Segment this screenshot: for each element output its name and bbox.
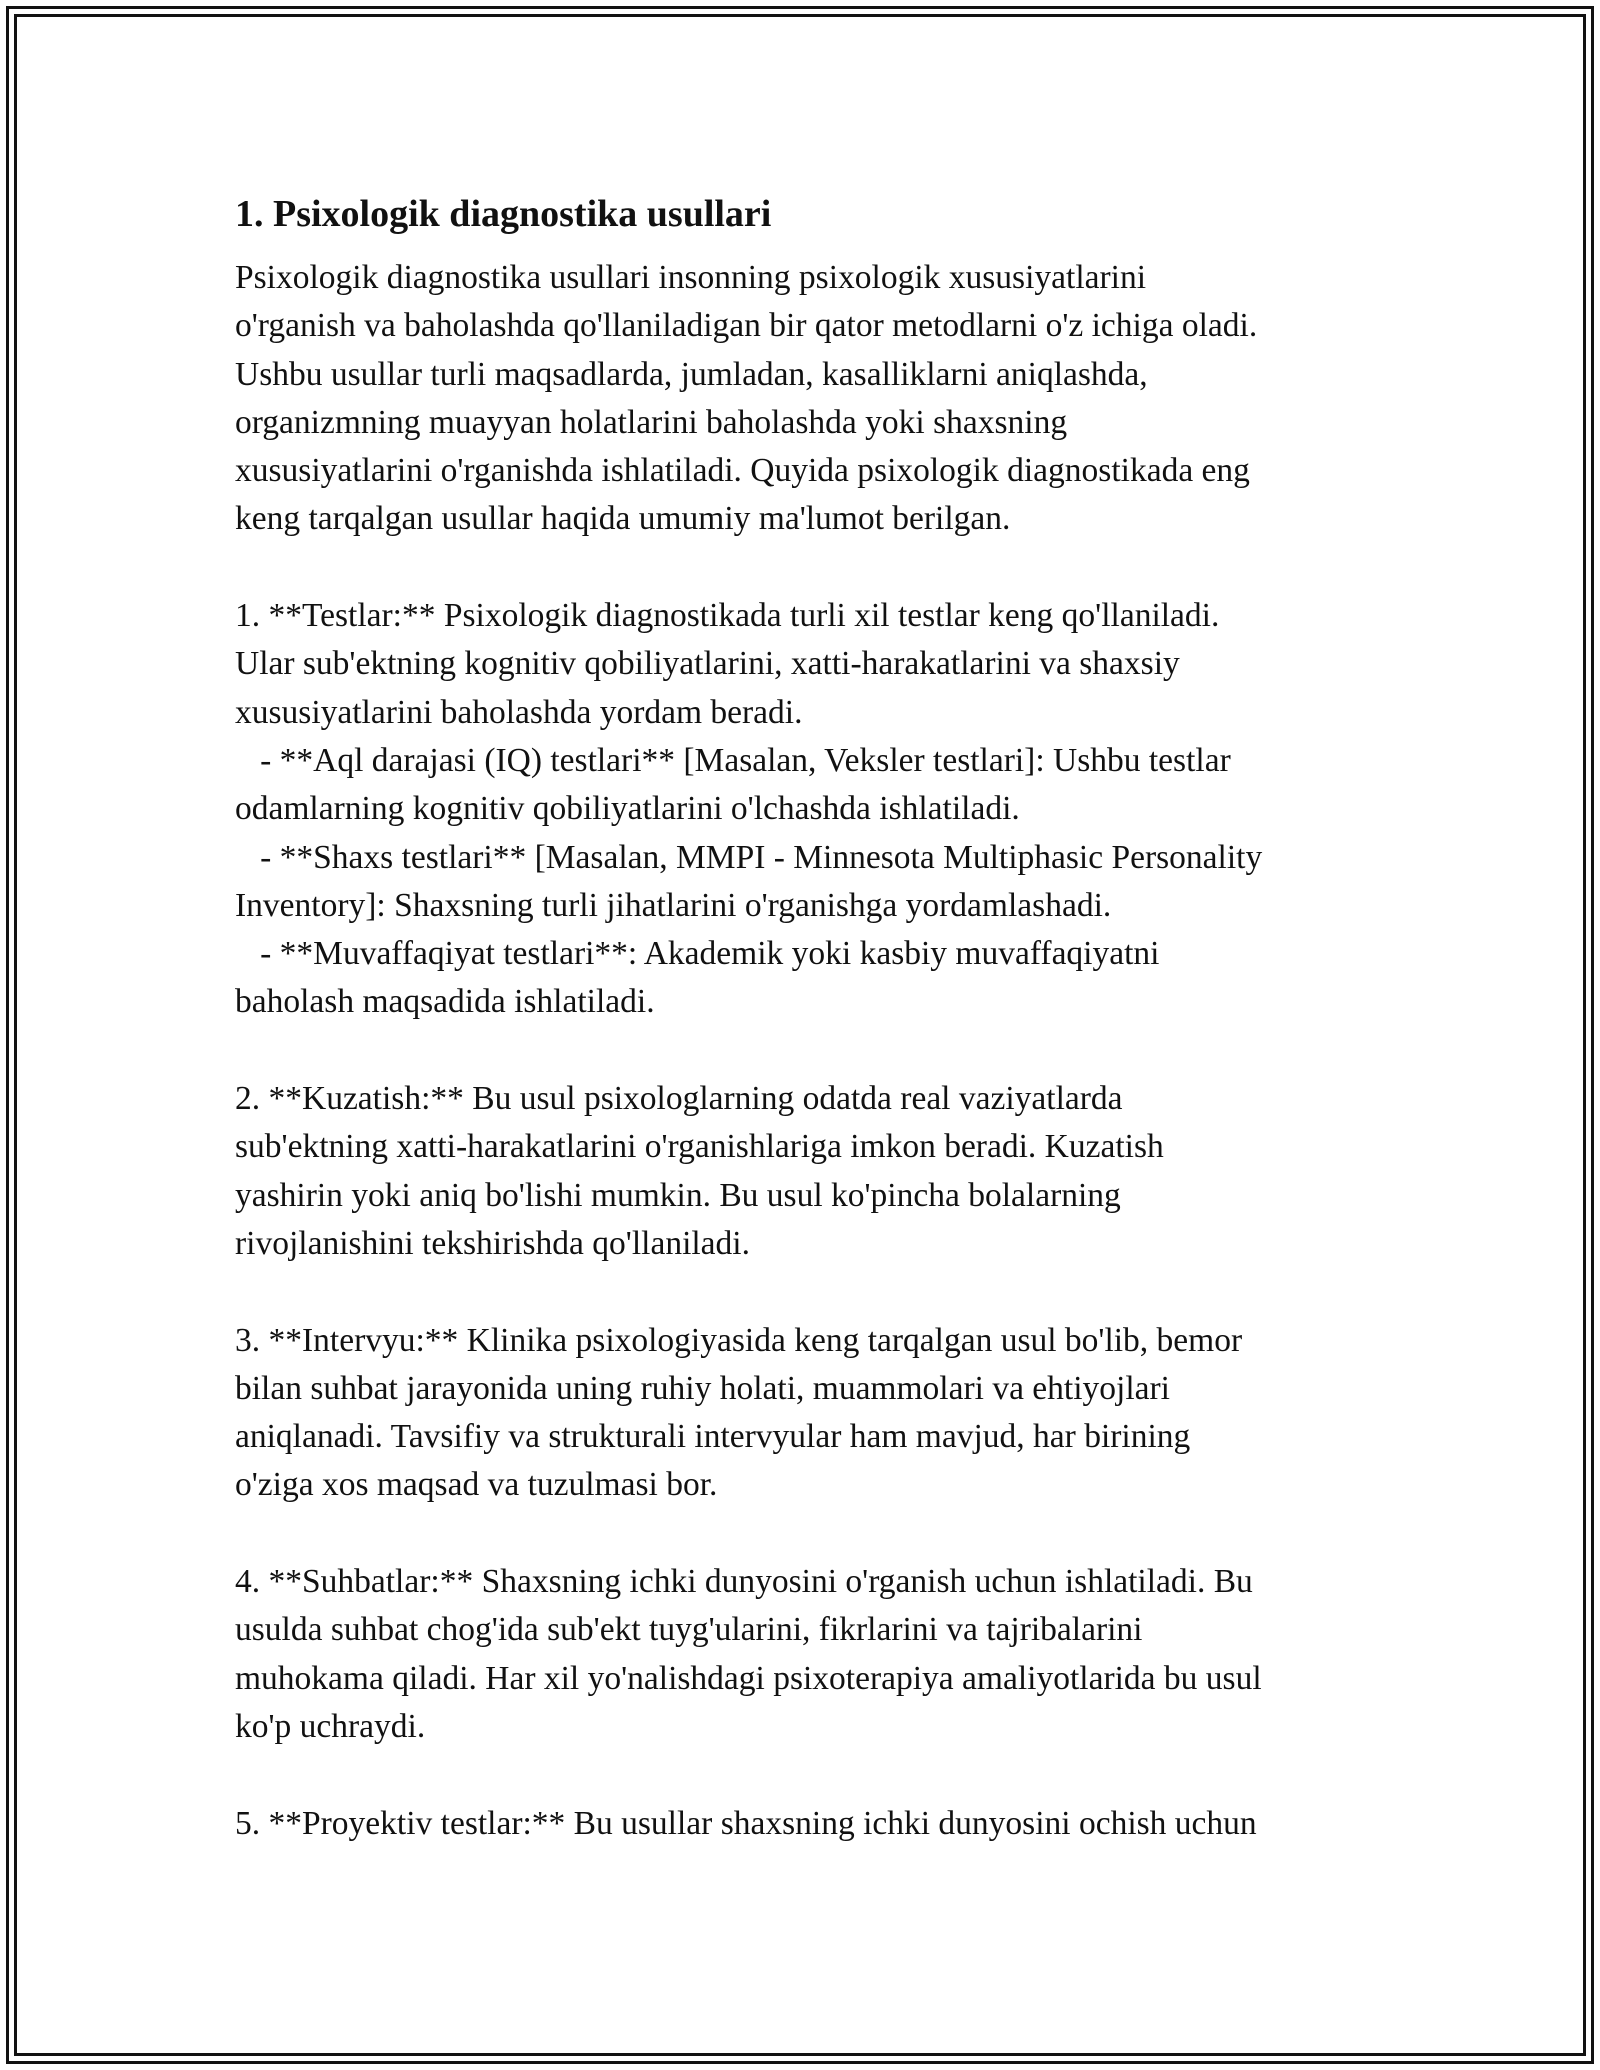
body-line: Ushbu usullar turli maqsadlarda, jumladan, kasalliklarni aniqlashda, xyxy=(235,355,1148,393)
list-item-line: - **Aql darajasi (IQ) testlari** [Masalan, Veksler testlari]: Ushbu testlar xyxy=(235,741,1231,779)
document-page xyxy=(235,186,1385,1848)
body-line: 4. **Suhbatlar:** Shaxsning ichki dunyosini o'rganish uchun ishlatiladi. Bu xyxy=(235,1563,1253,1601)
body-line: Ular sub'ektning kognitiv qobiliyatlarini, xatti-harakatlarini va shaxsiy xyxy=(235,645,1180,683)
paragraph-gap xyxy=(235,544,1385,592)
body-line: rivojlanishini tekshirishda qo'llaniladi. xyxy=(235,1224,750,1262)
paragraph-gap xyxy=(235,1268,1385,1316)
body-line: o'rganish va baholashda qo'llaniladigan bir qator metodlarni o'z ichiga oladi. xyxy=(235,307,1258,345)
body-line: keng tarqalgan usullar haqida umumiy ma'lumot berilgan. xyxy=(235,500,1011,538)
list-item-line: - **Muvaffaqiyat testlari**: Akademik yoki kasbiy muvaffaqiyatni xyxy=(235,935,1160,973)
body-line: 3. **Intervyu:** Klinika psixologiyasida keng tarqalgan usul bo'lib, bemor xyxy=(235,1321,1243,1359)
body-line: baholash maqsadida ishlatiladi. xyxy=(235,983,655,1021)
document-title: 1. Psixologik diagnostika usullari xyxy=(235,193,772,235)
body-line: Inventory]: Shaxsning turli jihatlarini o'rganishga yordamlashadi. xyxy=(235,886,1112,924)
body-line: xususiyatlarini baholashda yordam beradi. xyxy=(235,693,803,731)
body-line: xususiyatlarini o'rganishda ishlatiladi. Quyida psixologik diagnostikada eng xyxy=(235,452,1250,490)
body-line: muhokama qiladi. Har xil yo'nalishdagi psixoterapiya amaliyotlarida bu usul xyxy=(235,1659,1262,1697)
paragraph-gap xyxy=(235,1510,1385,1558)
body-line: aniqlanadi. Tavsifiy va strukturali intervyular ham mavjud, har birining xyxy=(235,1418,1191,1456)
body-line: sub'ektning xatti-harakatlarini o'rganishlariga imkon beradi. Kuzatish xyxy=(235,1128,1164,1166)
body-line: usulda suhbat chog'ida sub'ekt tuyg'ularini, fikrlarini va tajribalarini xyxy=(235,1611,1143,1649)
body-line: organizmning muayyan holatlarini baholashda yoki shaxsning xyxy=(235,403,1068,441)
paragraph-gap xyxy=(235,1751,1385,1799)
body-line: 1. **Testlar:** Psixologik diagnostikada turli xil testlar keng qo'llaniladi. xyxy=(235,597,1220,635)
body-line: odamlarning kognitiv qobiliyatlarini o'lchashda ishlatiladi. xyxy=(235,790,1020,828)
body-line: 5. **Proyektiv testlar:** Bu usullar shaxsning ichki dunyosini ochish uchun xyxy=(235,1804,1257,1842)
body-line: Psixologik diagnostika usullari insonning psixologik xususiyatlarini xyxy=(235,259,1147,296)
list-item-line: - **Shaxs testlari** [Masalan, MMPI - Minnesota Multiphasic Personality xyxy=(235,838,1263,876)
document-body xyxy=(235,254,1385,1848)
body-line: yashirin yoki aniq bo'lishi mumkin. Bu usul ko'pincha bolalarning xyxy=(235,1176,1121,1214)
body-line: ko'p uchraydi. xyxy=(235,1707,426,1745)
body-line: 2. **Kuzatish:** Bu usul psixologlarning odatda real vaziyatlarda xyxy=(235,1080,1123,1118)
body-line: o'ziga xos maqsad va tuzulmasi bor. xyxy=(235,1466,718,1504)
body-line: bilan suhbat jarayonida uning ruhiy holati, muammolari va ehtiyojlari xyxy=(235,1369,1170,1407)
paragraph-gap xyxy=(235,1027,1385,1075)
